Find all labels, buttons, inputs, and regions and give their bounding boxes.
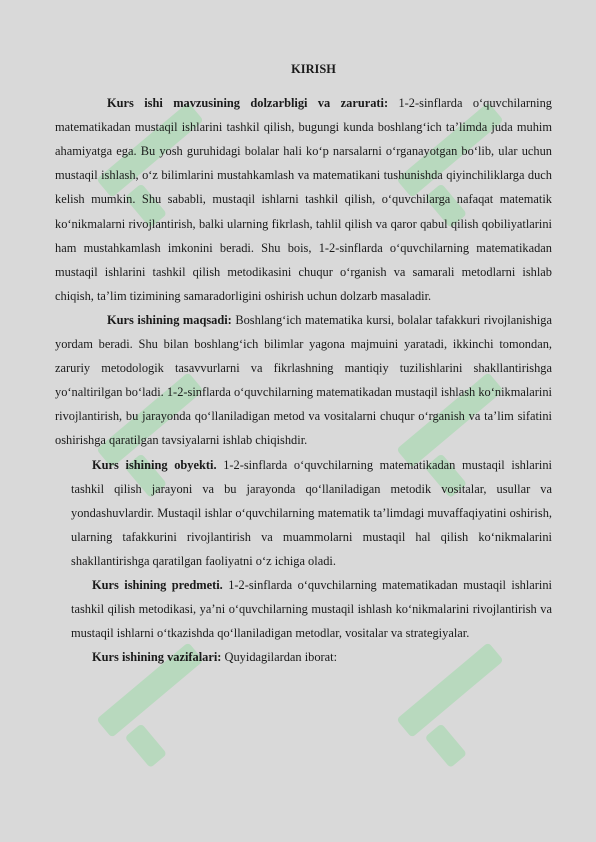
paragraph-heading: Kurs ishining obyekti. [92,457,217,472]
paragraph-heading: Kurs ishining maqsadi: [107,312,232,327]
paragraph-heading: Kurs ishi mavzusining dolzarbligi va zarurati: [107,96,389,111]
page-title: KIRISH [291,62,336,76]
paragraph-goal [55,308,552,453]
paragraph-text: 1-2-sinflarda o‘quvchilarning matematikadan mustaqil ishlarini tashkil qilish metodikasi, ya’ni o‘quvchilarning mustaqil ishlash ko‘nikmalarini rivojlantirish va mustaqil ishlarni o‘tkazishda qo‘llaniladigan metodlar, vositalar va strategiyalar. [71,577,552,641]
paragraph-text: Boshlang‘ich matematika kursi, bolalar tafakkuri rivojlanishiga yordam beradi. Shu bilan boshlang‘ich bilimlar yagona majmuini yaratadi, ikkinchi tomondan, zaruriy metodologik tasavvurlarni va fikrlashning mantiqiy tuzilishlarini shakllantirishga yo‘naltirilgan bo‘ladi. 1-2-sinflarda o‘quvchilarning matematikadan mustaqil ishlash ko‘nikmalarini rivojlantirish, bu jarayonda qo‘llaniladigan metod va vositalarni chuqur o‘rganish va ta’lim sifatini oshirishga qaratilgan tavsiyalarni ishlab chiqishdir. [55,312,552,448]
paragraph-text: Quyidagilardan iborat: [221,650,338,665]
paragraph-tasks [55,645,552,669]
paragraph-heading: Kurs ishining vazifalari: [92,650,222,665]
paragraph-object [55,453,552,573]
paragraph-relevance [55,91,552,308]
paragraph-text: 1-2-sinflarda o‘quvchilarning matematikadan mustaqil ishlarini tashkil qilish, bugungi kunda boshlang‘ich ta’limda juda muhim ahamiyatga ega. Bu yosh guruhidagi bolalar hali ko‘p narsalarni o‘rganayotgan bo‘lib, ular uchun mustaqil ishlash, o‘z bilimlarini mustahkamlash va matematikani tushunishda qiyinchiliklarga duch kelish mumkin. Shu sababli, mustaqil ishlarni tashkil qilish, o‘quvchilarga nafaqat matematik ko‘nikmalarni rivojlantirish, balki ularning fikrlash, tahlil qilish va qaror qabul qilish qobiliyatlarini ham mustahkamlash imkonini beradi. Shu bois, 1-2-sinflarda o‘quvchilarning matematikadan mustaqil ishlarini tashkil qilish metodikasini chuqur o‘rganish va samarali metodlarni ishlab chiqish, ta’lim tizimining samaradorligini oshirish uchun dolzarb masaladir. [55,96,552,303]
document-body [55,57,552,669]
paragraph-subject [55,573,552,645]
paragraph-text: 1-2-sinflarda o‘quvchilarning matematikadan mustaqil ishlarini tashkil qilish jarayoni va bu jarayonda qo‘llaniladigan metodik vositalar, usullar va yondashuvlardir. Mustaqil ishlar o‘quvchilarning matematik ta’limdagi muvaffaqiyatini oshirish, ularning tafakkurini rivojlantirish va muammolarni mustaqil hal qilish ko‘nikmalarini shakllantirishga qaratilgan faoliyatni o‘z ichiga oladi. [71,457,552,568]
paragraph-heading: Kurs ishining predmeti. [92,577,223,592]
